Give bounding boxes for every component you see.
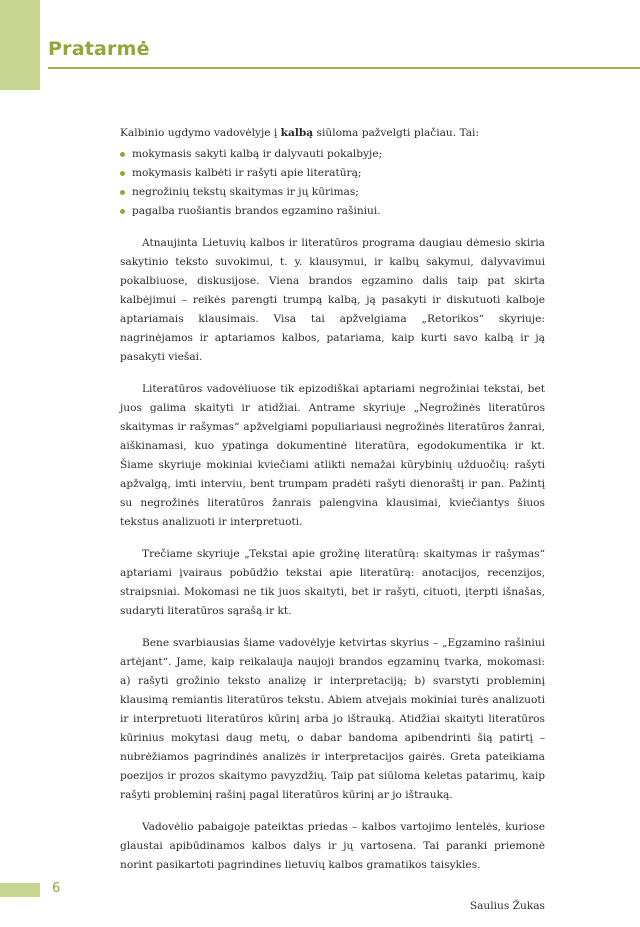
title-underline <box>48 67 640 69</box>
intro-text-before: Kalbinio ugdymo vadovėlyje į <box>120 127 281 139</box>
bullet-list <box>120 145 545 221</box>
paragraph: Trečiame skyriuje „Tekstai apie grožinę literatūrą: skaitymas ir rašymas“ aptariami įvairaus pobūdžio tekstai apie literatūrą: anotacijos, recenzijos, straipsniai. Mokomasi ne tik juos skaityti, bet ir rašyti, cituoti, įterpti išnašas, sudaryti literatūros sąrašą ir kt. <box>120 548 545 617</box>
intro-sentence <box>120 124 545 143</box>
paragraph: Bene svarbiausias šiame vadovėlyje ketvirtas skyrius – „Egzamino rašiniui artėjant“. Jame, kaip reikalauja naujoji brandos egzaminų tvarka, mokomasi: a) rašyti grožinio teksto analizę ir interpretaciją; b) svarstyti probleminį klausimą remiantis literatūros tekstu. Abiem atvejais mokiniai turės analizuoti ir interpretuoti literatūros kūrinį arba jo ištrauką. Atidžiai skaityti literatūros kūrinius mokytasi daug metų, o dabar bandoma apibendrinti šią patirtį – nubrėžiamos pagrindinės analizės ir interpretacijos gairės. Greta pateikiama poezijos ir prozos skaitymo pavyzdžių. Taip pat siūloma keletas patarimų, kaip rašyti probleminį rašinį pagal literatūros kūrinį ar jo ištrauką. <box>120 637 545 801</box>
list-item: mokymasis kalbėti ir rašyti apie literatūrą; <box>120 164 545 183</box>
bullet-dot-icon <box>120 190 125 195</box>
paragraph: Atnaujinta Lietuvių kalbos ir literatūros programa daugiau dėmesio skiria sakytinio teksto suvokimui, t. y. klausymui, ir kalbų sakymui, dalyvavimui pokalbiuose, diskusijose. Viena brandos egzamino dalis taip pat skirta kalbėjimui – reikės parengti trumpą kalbą, ją pasakyti ir diskutuoti kalboje aptariamais klausimais. Visa tai apžvelgiama „Retorikos“ skyriuje: nagrinėjamos ir aptariamos kalbos, patariama, kaip kurti savo kalbą ir ją pasakyti viešai. <box>120 237 545 363</box>
chapter-title: Pratarmė <box>48 38 150 60</box>
list-item: negrožinių tekstų skaitymas ir jų kūrimas; <box>120 183 545 202</box>
author-signature: Saulius Žukas <box>469 900 545 912</box>
bullet-dot-icon <box>120 209 125 214</box>
list-item: mokymasis sakyti kalbą ir dalyvauti pokalbyje; <box>120 145 545 164</box>
paragraph: Vadovėlio pabaigoje pateiktas priedas – kalbos vartojimo lentelės, kuriose glaustai apibūdinamos kalbos dalys ir jų vartosena. Tai paranki priemonė norint pasikartoti pagrindines lietuvių kalbos gramatikos taisykles. <box>120 821 545 871</box>
bullet-dot-icon <box>120 152 125 157</box>
paragraph: Literatūros vadovėliuose tik epizodiškai aptariami negrožiniai tekstai, bet juos galima skaityti ir atidžiai. Antrame skyriuje „Negrožinės literatūros skaitymas ir rašymas“ apžvelgiami populiariausi negrožinės literatūros žanrai, aiškinamasi, kuo ypatinga dokumentinė literatūra, egodokumentika ir kt. Šiame skyriuje mokiniai kviečiami atlikti nemažai kūrybinių užduočių: rašyti apžvalgą, imti interviu, bent trumpam pradėti rašyti dienoraštį ir pan. Pažintį su negrožinės literatūros žanrais palengvina klausimai, kviečiantys šiuos tekstus analizuoti ir interpretuoti. <box>120 383 545 528</box>
header-color-band <box>0 0 40 90</box>
intro-bold-word: kalbą <box>280 127 314 139</box>
body-text <box>120 124 545 916</box>
intro-text-after: siūloma pažvelgti plačiau. Tai: <box>313 127 480 139</box>
bullet-dot-icon <box>120 171 125 176</box>
page-number: 6 <box>52 881 61 896</box>
footer-color-band <box>0 883 40 897</box>
list-item: pagalba ruošiantis brandos egzamino rašiniui. <box>120 202 545 221</box>
